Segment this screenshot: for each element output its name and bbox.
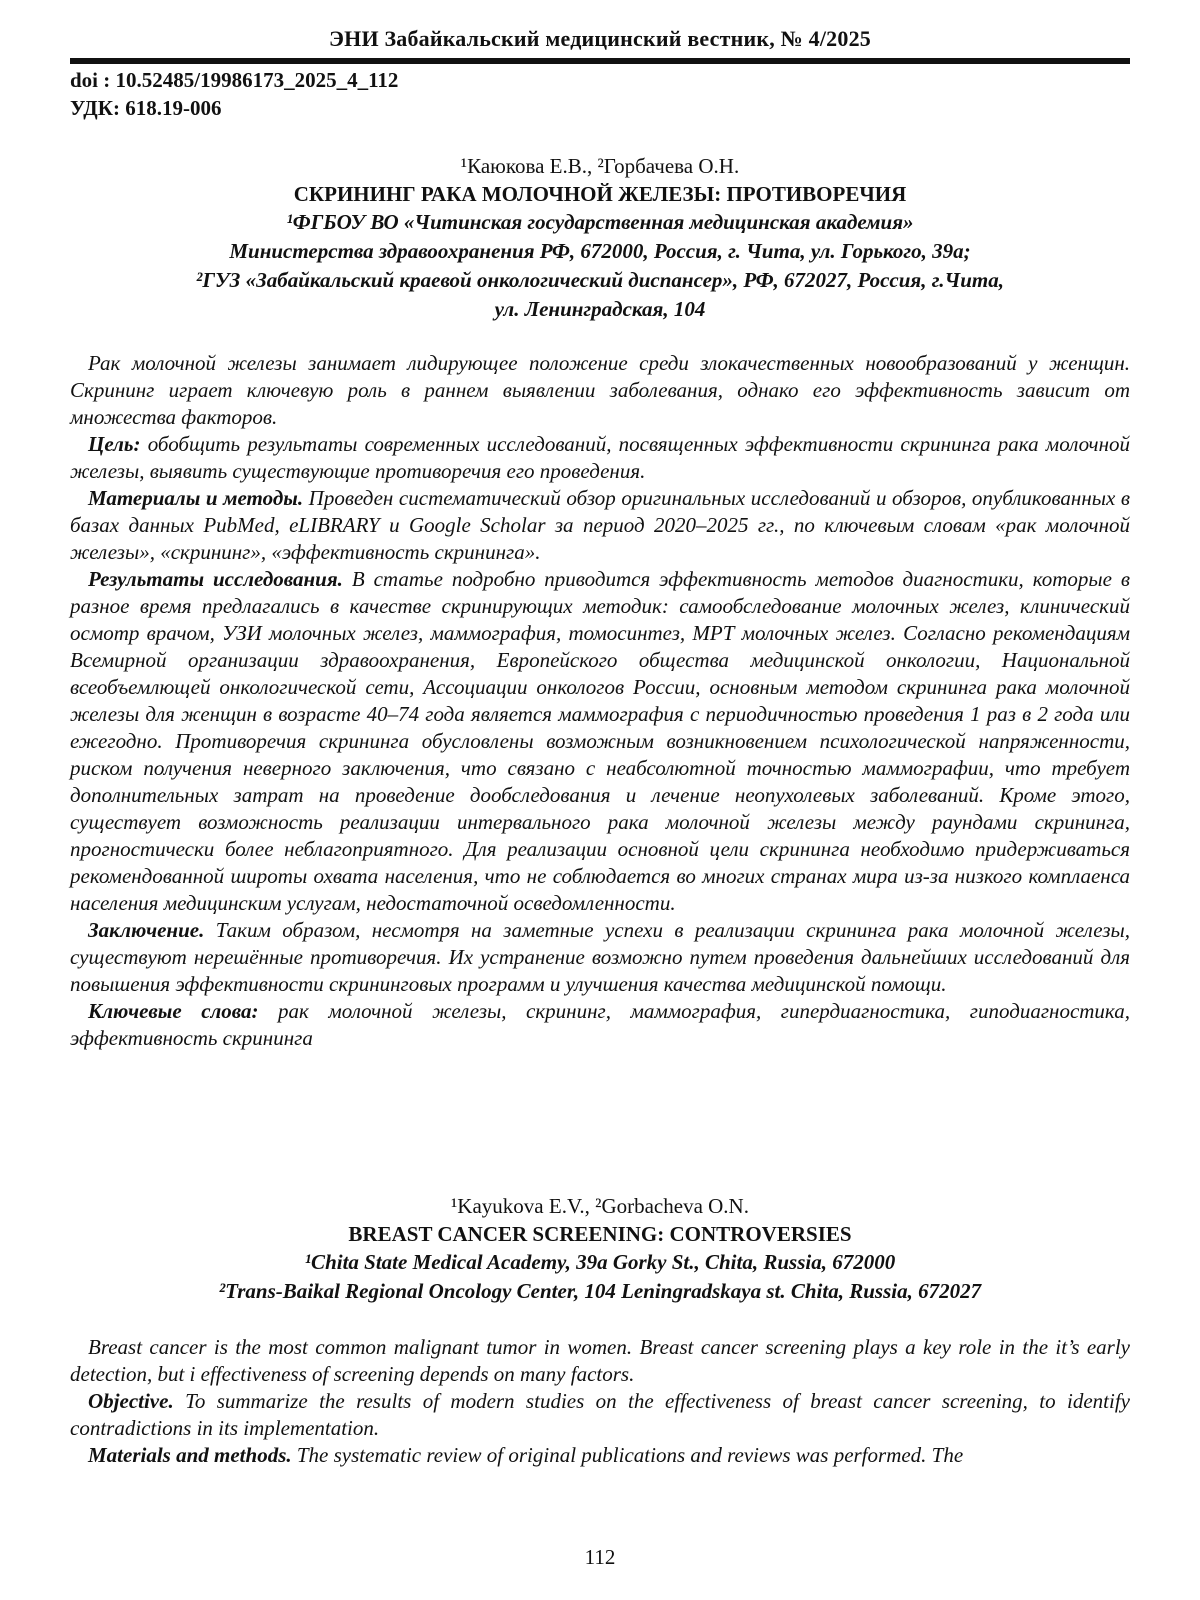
ru-results-label: Результаты исследования. (88, 567, 343, 591)
en-objective-text: To summarize the results of modern studies on the effectiveness of breast cancer screening, to identify contradictions in its implementation. (70, 1389, 1130, 1440)
ru-affiliation-line: Министерства здравоохранения РФ, 672000, Россия, г. Чита, ул. Горького, 39а; (229, 239, 971, 263)
en-abstract-objective (70, 1388, 1130, 1442)
ru-abstract-intro: Рак молочной железы занимает лидирующее положение среди злокачественных новообразований у женщин. Скрининг играет ключевую роль в раннем выявлении заболевания, однако его эффективность зависит от множества факторов. (70, 351, 1130, 429)
en-abstract-methods (70, 1442, 1130, 1469)
en-affiliation-line: ¹Chita State Medical Academy, 39a Gorky St., Chita, Russia, 672000 (304, 1250, 896, 1274)
ru-methods-label: Материалы и методы. (88, 486, 304, 510)
ru-abstract-aim (70, 431, 1130, 485)
ru-authors: ¹Каюкова Е.В., ²Горбачева О.Н. (460, 154, 740, 178)
en-abstract-intro: Breast cancer is the most common malignant tumor in women. Breast cancer screening plays a key role in the it’s early detection, but i effectiveness of screening depends on many factors. (70, 1335, 1130, 1386)
en-title: BREAST CANCER SCREENING: CONTROVERSIES (348, 1222, 852, 1246)
doi: doi : 10.52485/19986173_2025_4_112 (70, 68, 399, 92)
header-rule (70, 58, 1130, 64)
ru-affiliation-line: ¹ФГБОУ ВО «Читинская государственная медицинская академия» (286, 210, 914, 234)
ru-abstract-conclusion (70, 917, 1130, 998)
ru-conclusion-text: Таким образом, несмотря на заметные успехи в реализации скрининга рака молочной железы, существуют нерешённые противоречия. Их устранение возможно путем проведения дальнейших исследований для повышения эффективности скрининговых программ и улучшения качества медицинской помощи. (70, 918, 1130, 996)
ru-title: СКРИНИНГ РАКА МОЛОЧНОЙ ЖЕЛЕЗЫ: ПРОТИВОРЕЧИЯ (293, 182, 907, 206)
ru-aim-label: Цель: (88, 432, 141, 456)
ru-keywords-label: Ключевые слова: (88, 999, 259, 1023)
ru-abstract-keywords (70, 998, 1130, 1052)
ru-conclusion-label: Заключение. (88, 918, 205, 942)
en-methods-label: Materials and methods. (88, 1443, 292, 1467)
ru-affiliation-line: ²ГУЗ «Забайкальский краевой онкологический диспансер», РФ, 672027, Россия, г.Чита, (196, 268, 1004, 292)
ru-methods-text: Проведен систематический обзор оригинальных исследований и обзоров, опубликованных в базах данных PubMed, eLIBRARY и Google Scholar за период 2020–2025 гг., по ключевым словам «рак молочной железы», «скрининг», «эффективность скрининга». (70, 486, 1130, 564)
en-heading (70, 1192, 1130, 1306)
en-authors: ¹Kayukova E.V., ²Gorbacheva O.N. (451, 1194, 749, 1218)
en-affiliation-line: ²Trans-Baikal Regional Oncology Center, 104 Leningradskaya st. Chita, Russia, 672027 (218, 1279, 982, 1303)
ru-aim-text: обобщить результаты современных исследований, посвященных эффективности скрининга рака молочной железы, выявить существующие противоречия его проведения. (70, 432, 1130, 483)
en-objective-label: Objective. (88, 1389, 174, 1413)
udk: УДК: 618.19-006 (70, 96, 222, 120)
journal-header: ЭНИ Забайкальский медицинский вестник, № 4/2025 (329, 26, 871, 51)
en-abstract (70, 1334, 1130, 1469)
ru-abstract-results (70, 566, 1130, 917)
ru-results-text: В статье подробно приводится эффективность методов диагностики, которые в разное время предлагались в качестве скринирующих методик: самообследование молочных желез, клинический осмотр врачом, УЗИ молочных желез, маммография, томосинтез, МРТ молочных желез. Согласно рекомендациям Всемирной организации здравоохранения, Европейского общества медицинской онкологии, Национальной всеобъемлющей онкологической сети, Ассоциации онкологов России, основным методом скрининга рака молочной железы для женщин в возрасте 40–74 года является маммография с периодичностью проведения 1 раз в 2 года или ежегодно. Противоречия скрининга обусловлены возможным возникновением психологической напряженности, риском получения неверного заключения, что связано с неабсолютной точностью маммографии, что требует дополнительных затрат на проведение дообследования и лечение неопухолевых заболеваний. Кроме этого, существует возможность реализации интервального рака молочной железы между раундами скрининга, прогностически более неблагоприятного. Для реализации основной цели скрининга необходимо придерживаться рекомендованной широты охвата населения, что не соблюдается во многих странах мира из-за низкого комплаенса населения медицинским услугам, недостаточной осведомленности. (70, 567, 1130, 915)
ru-affiliation-line: ул. Ленинградская, 104 (494, 297, 706, 321)
page-number: 112 (584, 1545, 616, 1569)
ru-abstract (70, 350, 1130, 1052)
ru-keywords-text: рак молочной железы, скрининг, маммография, гипердиагностика, гиподиагностика, эффективность скрининга (70, 999, 1130, 1050)
ru-heading (70, 152, 1130, 324)
ru-abstract-methods (70, 485, 1130, 566)
en-methods-text: The systematic review of original publications and reviews was performed. The (291, 1443, 964, 1467)
